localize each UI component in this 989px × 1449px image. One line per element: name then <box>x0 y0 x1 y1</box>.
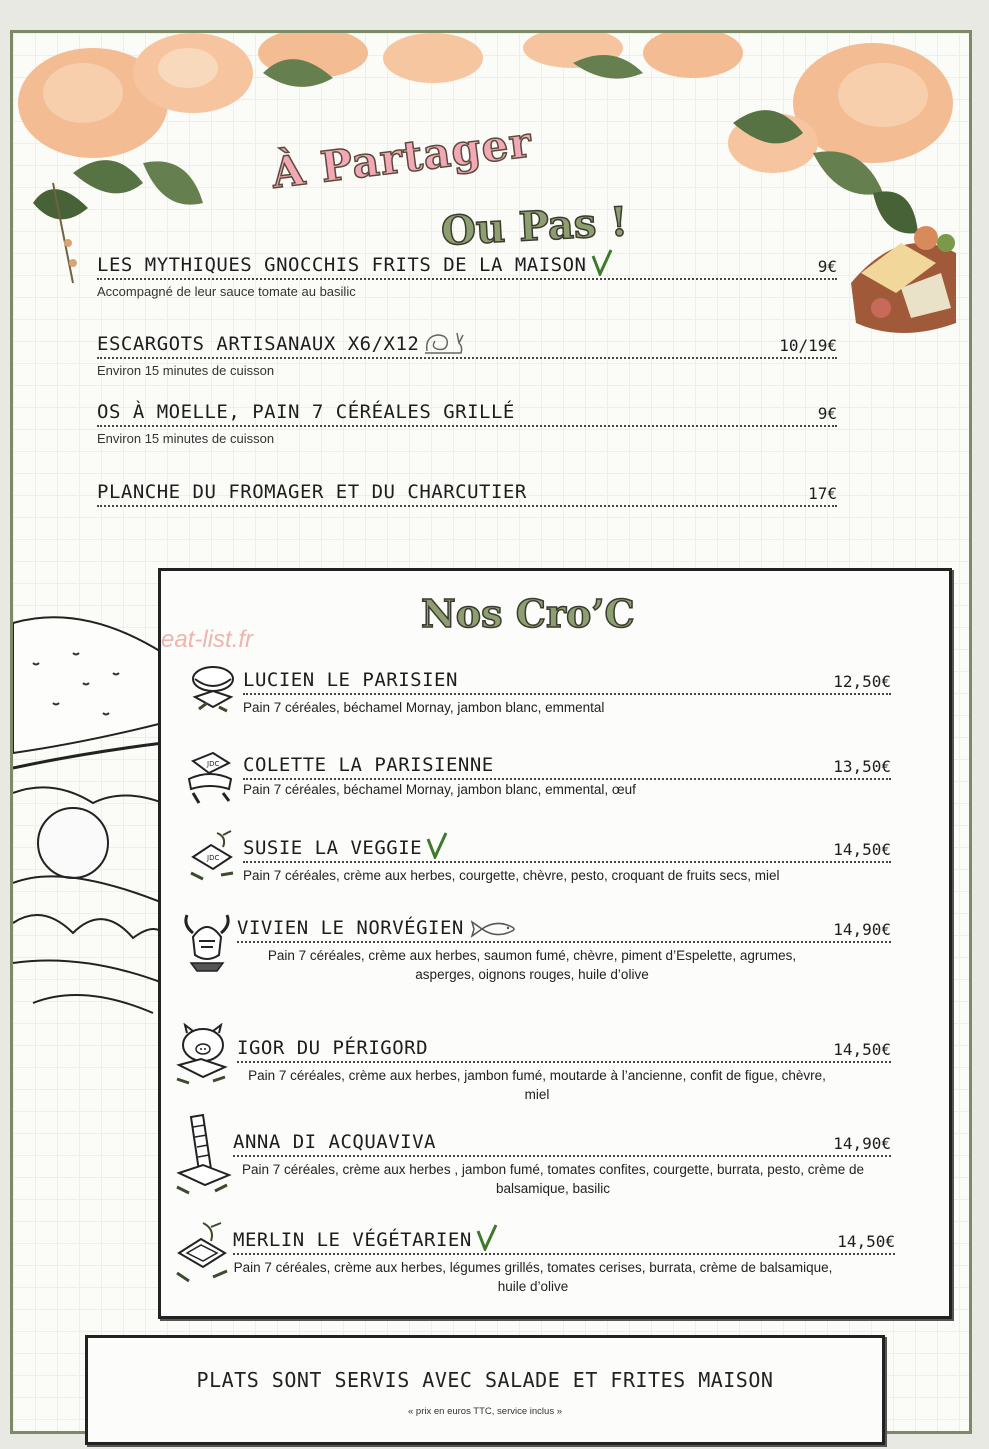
pig-icon <box>173 1023 231 1087</box>
item-price: 14,50€ <box>833 1040 891 1059</box>
veggie-leaf-icon <box>476 1223 498 1251</box>
item-description: Pain 7 céréales, crème aux herbes, légumes grillés, tomates cerises, burrata, crème de balsamique, huile d’olive <box>233 1260 833 1294</box>
item-name: PLANCHE DU FROMAGER ET DU CHARCUTIER <box>97 481 527 503</box>
sandwich-illustration <box>13 603 163 1023</box>
item-description: Pain 7 céréales, crème aux herbes , jambon fumé, tomates confites, courgette, burrata, pesto, crème de balsamique, basilic <box>241 1162 865 1196</box>
footer-price-note: « prix en euros TTC, service inclus » <box>408 1406 562 1417</box>
item-name: IGOR DU PÉRIGORD <box>237 1037 429 1059</box>
item-description: Accompagné de leur sauce tomate au basilic <box>97 284 356 299</box>
item-description: Pain 7 céréales, béchamel Mornay, jambon blanc, emmental, œuf <box>243 782 636 797</box>
item-name: MERLIN LE VÉGÉTARIEN <box>233 1229 472 1251</box>
section-title-line1: À Partager <box>268 117 535 198</box>
item-price: 13,50€ <box>833 757 891 776</box>
menu-page <box>10 30 972 1434</box>
menu-item <box>97 481 837 507</box>
item-description: Pain 7 céréales, crème aux herbes, saumon fumé, chèvre, piment d’Espelette, agrumes, asperges, oignons rouges, huile d’olive <box>267 948 797 982</box>
item-name: LES MYTHIQUES GNOCCHIS FRITS DE LA MAISON <box>97 254 587 276</box>
section-title-line2: Ou Pas ! <box>439 198 629 255</box>
snail-icon <box>423 329 465 355</box>
cheese-board-illustration <box>841 213 961 343</box>
item-name: SUSIE LA VEGGIE <box>243 837 423 859</box>
croc-item <box>237 917 891 984</box>
item-price: 9€ <box>817 404 837 423</box>
herb-sandwich-icon <box>187 829 237 883</box>
croc-item <box>243 831 891 885</box>
item-price: 12,50€ <box>833 672 891 691</box>
item-name: OS À MOELLE, PAIN 7 CÉRÉALES GRILLÉ <box>97 401 515 423</box>
item-description: Pain 7 céréales, crème aux herbes, courgette, chèvre, pesto, croquant de fruits secs, miel <box>243 868 780 883</box>
item-name: ESCARGOTS ARTISANAUX X6/X12 <box>97 333 420 355</box>
viking-helmet-icon <box>181 911 233 975</box>
item-description: Pain 7 céréales, crème aux herbes, jambon fumé, moutarde à l’ancienne, confit de figue, chèvre, miel <box>248 1068 826 1102</box>
item-price: 14,90€ <box>833 1134 891 1153</box>
menu-item <box>97 401 837 446</box>
croc-item <box>243 754 891 799</box>
item-description: Pain 7 céréales, béchamel Mornay, jambon blanc, emmental <box>243 700 605 715</box>
item-price: 14,50€ <box>833 840 891 859</box>
hat-sandwich-icon <box>185 749 235 807</box>
item-description: Environ 15 minutes de cuisson <box>97 431 275 446</box>
croc-item <box>233 1223 895 1296</box>
item-name: ANNA DI ACQUAVIVA <box>233 1131 436 1153</box>
item-name: VIVIEN LE NORVÉGIEN <box>237 917 464 939</box>
fish-icon <box>468 919 520 939</box>
watermark: eat-list.fr <box>161 626 254 653</box>
croc-item <box>237 1037 891 1104</box>
croc-item <box>233 1131 891 1198</box>
item-name: COLETTE LA PARISIENNE <box>243 754 494 776</box>
item-description: Environ 15 minutes de cuisson <box>97 363 275 378</box>
item-name: LUCIEN LE PARISIEN <box>243 669 458 691</box>
menu-item <box>97 248 837 299</box>
veggie-leaf-icon <box>591 248 613 276</box>
menu-item <box>97 329 837 378</box>
footer-main-text: PLATS SONT SERVIS AVEC SALADE ET FRITES MAISON <box>196 1368 774 1392</box>
footer-note-box <box>85 1335 885 1445</box>
item-price: 14,50€ <box>837 1232 895 1251</box>
svg-text:JDC: JDC <box>207 854 220 862</box>
croc-item <box>243 669 891 717</box>
item-price: 9€ <box>817 257 837 276</box>
item-price: 10/19€ <box>779 336 837 355</box>
veggie-leaf-icon <box>426 831 448 859</box>
leaning-tower-icon <box>173 1113 233 1197</box>
item-price: 17€ <box>808 484 837 503</box>
svg-text:JDC: JDC <box>207 760 220 768</box>
croc-section-title: Nos Cro’C <box>421 591 635 636</box>
beret-icon <box>189 663 237 719</box>
croc-section <box>158 568 952 1319</box>
herb-sandwich-icon <box>171 1219 233 1285</box>
item-price: 14,90€ <box>833 920 891 939</box>
